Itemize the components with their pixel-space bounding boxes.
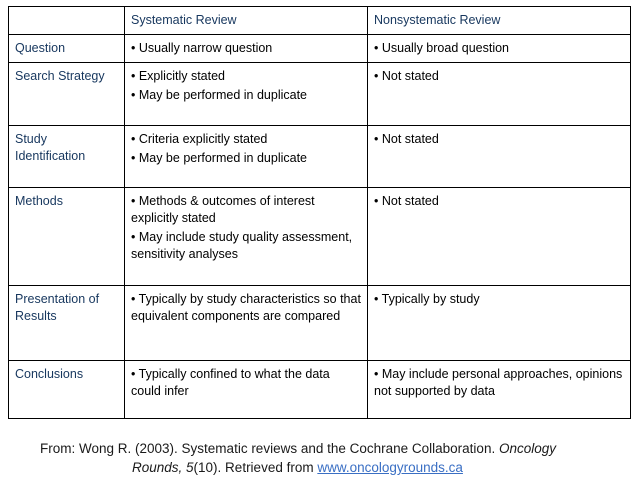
nonsystematic-cell — [368, 35, 631, 63]
systematic-cell — [125, 188, 368, 286]
list-item: • May include study quality assessment, sensitivity analyses — [131, 230, 353, 261]
list-item: • Not stated — [374, 132, 439, 146]
header-systematic: Systematic Review — [125, 7, 368, 35]
citation-text: From: Wong R. (2003). Systematic reviews and the Cochrane Collaboration. — [40, 441, 499, 456]
row-label: Conclusions — [9, 361, 125, 419]
header-nonsystematic: Nonsystematic Review — [368, 7, 631, 35]
citation-link[interactable]: www.oncologyrounds.ca — [317, 460, 463, 475]
list-item: • Criteria explicitly stated — [131, 132, 268, 146]
nonsystematic-cell — [368, 63, 631, 126]
list-item: • Not stated — [374, 69, 439, 83]
citation-journal: Oncology — [498, 441, 557, 456]
header-row — [9, 7, 631, 35]
list-item: • Typically confined to what the data could infer — [131, 367, 330, 398]
nonsystematic-cell — [368, 188, 631, 286]
systematic-cell — [125, 286, 368, 361]
table-row — [9, 286, 631, 361]
list-item: • May include personal approaches, opinions not supported by data — [374, 367, 623, 398]
nonsystematic-cell — [368, 361, 631, 419]
citation-issue: (10). Retrieved from — [193, 460, 318, 475]
list-item: • Methods & outcomes of interest explicitly stated — [131, 194, 315, 225]
list-item: • Not stated — [374, 194, 439, 208]
systematic-cell — [125, 35, 368, 63]
row-label: Methods — [9, 188, 125, 286]
row-label: Presentation of Results — [9, 286, 125, 361]
citation-journal-volume: Rounds, 5 — [132, 460, 194, 475]
table-row — [9, 188, 631, 286]
source-citation — [0, 439, 638, 477]
list-item: • Usually narrow question — [131, 41, 273, 55]
row-label: Search Strategy — [9, 63, 125, 126]
table-row — [9, 63, 631, 126]
list-item: • May be performed in duplicate — [131, 151, 307, 165]
systematic-cell — [125, 126, 368, 188]
list-item: • May be performed in duplicate — [131, 88, 307, 102]
row-label: Study Identification — [9, 126, 125, 188]
nonsystematic-cell — [368, 286, 631, 361]
nonsystematic-cell — [368, 126, 631, 188]
table-row — [9, 35, 631, 63]
list-item: • Explicitly stated — [131, 69, 225, 83]
list-item: • Typically by study characteristics so that equivalent components are compared — [131, 292, 361, 323]
list-item: • Usually broad question — [374, 41, 510, 55]
table-row — [9, 126, 631, 188]
list-item: • Typically by study — [374, 292, 480, 306]
table-row — [9, 361, 631, 419]
row-label: Question — [9, 35, 125, 63]
comparison-table — [8, 6, 631, 419]
systematic-cell — [125, 361, 368, 419]
systematic-cell — [125, 63, 368, 126]
citation-line-1 — [0, 439, 638, 458]
header-blank — [9, 7, 125, 35]
citation-line-2 — [0, 458, 638, 477]
